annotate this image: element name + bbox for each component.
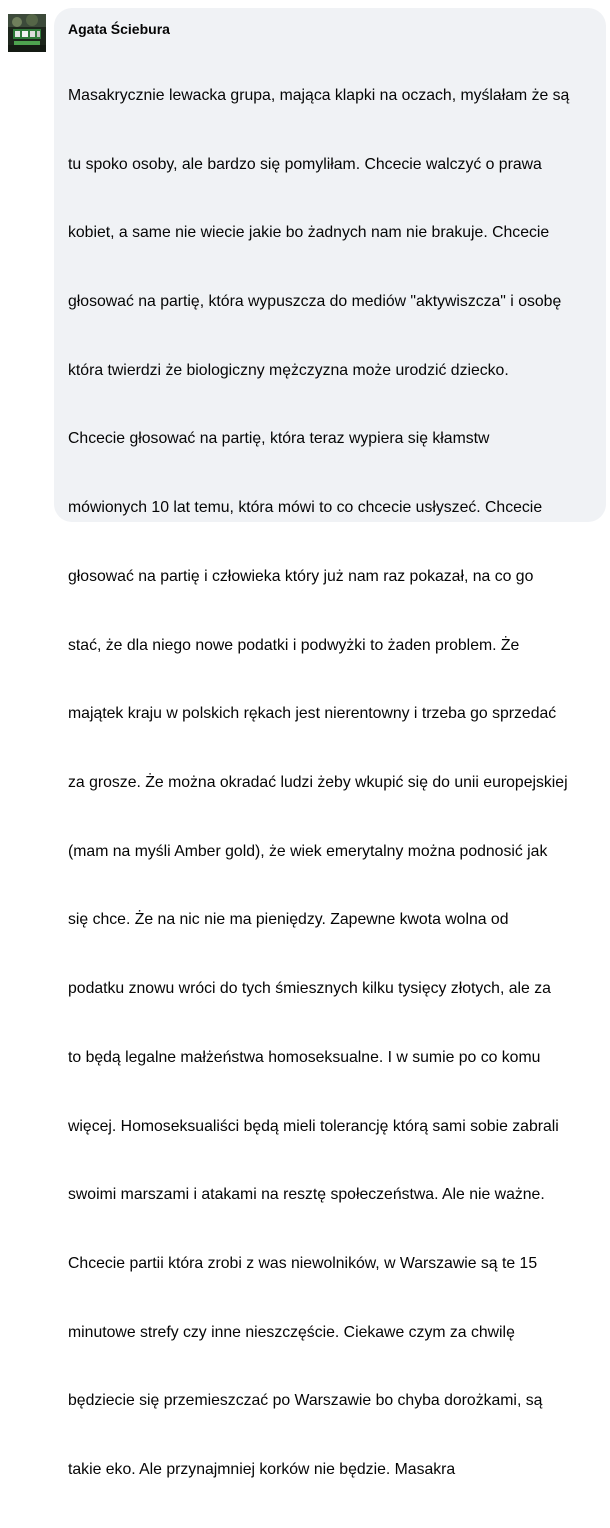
comment-author[interactable]: Agata Ściebura: [68, 21, 170, 37]
comment-text: [68, 39, 594, 1528]
comment-line: minutowe strefy czy inne nieszczęście. Ciekawe czym za chwilę: [68, 1323, 515, 1341]
comment-line: więcej. Homoseksualiści będą mieli tolerancję którą sami sobie zabrali: [68, 1117, 559, 1135]
comment-line: stać, że dla niego nowe podatki i podwyżki to żaden problem. Że: [68, 636, 520, 654]
comment-line: mówionych 10 lat temu, która mówi to co chcecie usłyszeć. Chcecie: [68, 499, 543, 517]
comment-line: kobiet, a same nie wiecie jakie bo żadnych nam nie brakuje. Chcecie: [68, 224, 550, 242]
comment-line: się chce. Że na nic nie ma pieniędzy. Zapewne kwota wolna od: [68, 911, 509, 929]
comment-line: będziecie się przemieszczać po Warszawie bo chyba dorożkami, są: [68, 1392, 543, 1410]
comment-line: swoimi marszami i atakami na resztę społeczeństwa. Ale nie ważne.: [68, 1186, 545, 1204]
comment-line: głosować na partię i człowieka który już nam raz pokazał, na co go: [68, 567, 534, 585]
comment-line: majątek kraju w polskich rękach jest nierentowny i trzeba go sprzedać: [68, 705, 557, 723]
comment-line: Chcecie głosować na partię, która teraz wypiera się kłamstw: [68, 430, 490, 448]
comment-line: takie eko. Ale przynajmniej korków nie będzie. Masakra: [68, 1461, 456, 1479]
comment-line: Masakrycznie lewacka grupa, mająca klapki na oczach, myślałam że są: [68, 86, 570, 104]
comment-line: głosować na partię, która wypuszcza do mediów "aktywiszcza" i osobę: [68, 292, 562, 310]
comment-bubble: [54, 8, 606, 1479]
comment-line: za grosze. Że można okradać ludzi żeby wkupić się do unii europejskiej: [68, 774, 568, 791]
comment-line: to będą legalne małżeństwa homoseksualne. I w sumie po co komu: [68, 1048, 541, 1066]
comment-line: podatku znowu wróci do tych śmiesznych kilku tysięcy złotych, ale za: [68, 980, 551, 998]
comment-line: która twierdzi że biologiczny mężczyzna może urodzić dziecko.: [68, 361, 509, 379]
comment-line: (mam na myśli Amber gold), że wiek emerytalny można podnosić jak: [68, 842, 548, 860]
avatar[interactable]: [8, 14, 46, 52]
comment-line: Chcecie partii która zrobi z was niewolników, w Warszawie są te 15: [68, 1255, 538, 1273]
comment-line: tu spoko osoby, ale bardzo się pomyliłam. Chcecie walczyć o prawa: [68, 155, 542, 173]
comment: [4, 8, 606, 1479]
profile-photo-icon: [8, 14, 46, 52]
